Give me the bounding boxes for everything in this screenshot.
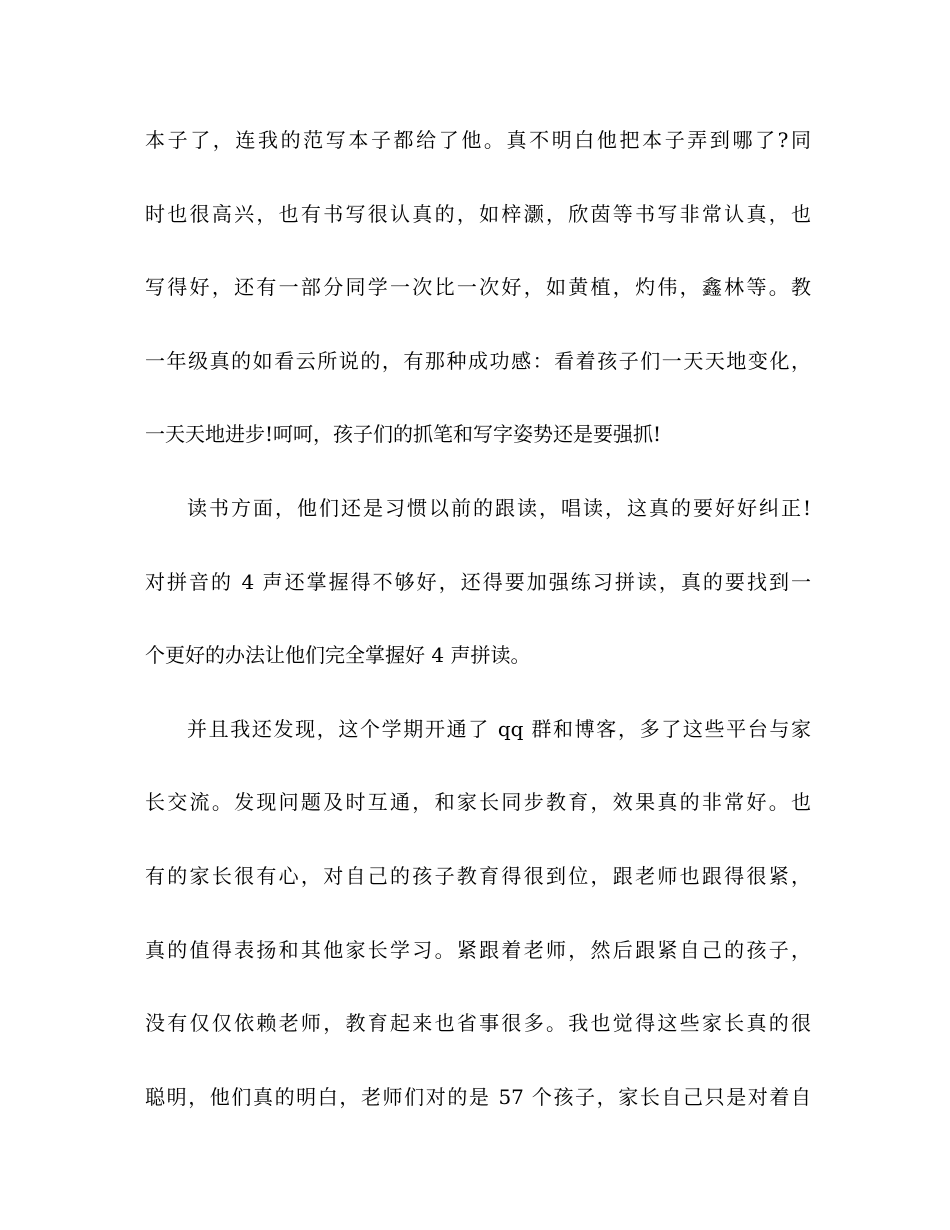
text-line: 一天天地进步!呵呵，孩子们的抓笔和写字姿势还是要强抓!: [145, 422, 662, 447]
text-line: 个更好的办法让他们完全掌握好 4 声拼读。: [145, 643, 531, 668]
text-line: 本子了，连我的范写本子都给了他。真不明白他把本子弄到哪了?同: [145, 128, 811, 152]
text-line: 一年级真的如看云所说的，有那种成功感：看着孩子们一天天地变化，: [145, 348, 811, 373]
body-text: [145, 118, 811, 1148]
text-line: 有的家长很有心，对自己的孩子教育得很到位，跟老师也跟得很紧，: [145, 863, 811, 888]
text-line: 读书方面，他们还是习惯以前的跟读，唱读，这真的要好好纠正!: [187, 495, 811, 520]
text-line: 没有仅仅依赖老师，教育起来也省事很多。我也觉得这些家长真的很: [145, 1011, 811, 1036]
text-line: 写得好，还有一部分同学一次比一次好，如黄植，灼伟，鑫林等。教: [145, 275, 811, 300]
text-line: 真的值得表扬和其他家长学习。紧跟着老师，然后跟紧自己的孩子，: [145, 937, 811, 962]
text-line: 并且我还发现，这个学期开通了 qq 群和博客，多了这些平台与家: [187, 716, 811, 741]
text-line: 长交流。发现问题及时互通，和家长同步教育，效果真的非常好。也: [145, 790, 811, 815]
text-line: 对拼音的 4 声还掌握得不够好，还得要加强练习拼读，真的要找到一: [145, 569, 811, 594]
text-line: 聪明，他们真的明白，老师们对的是 57 个孩子，家长自己只是对着自: [145, 1084, 811, 1109]
text-line: 时也很高兴，也有书写很认真的，如梓灏，欣茵等书写非常认真，也: [145, 201, 811, 226]
